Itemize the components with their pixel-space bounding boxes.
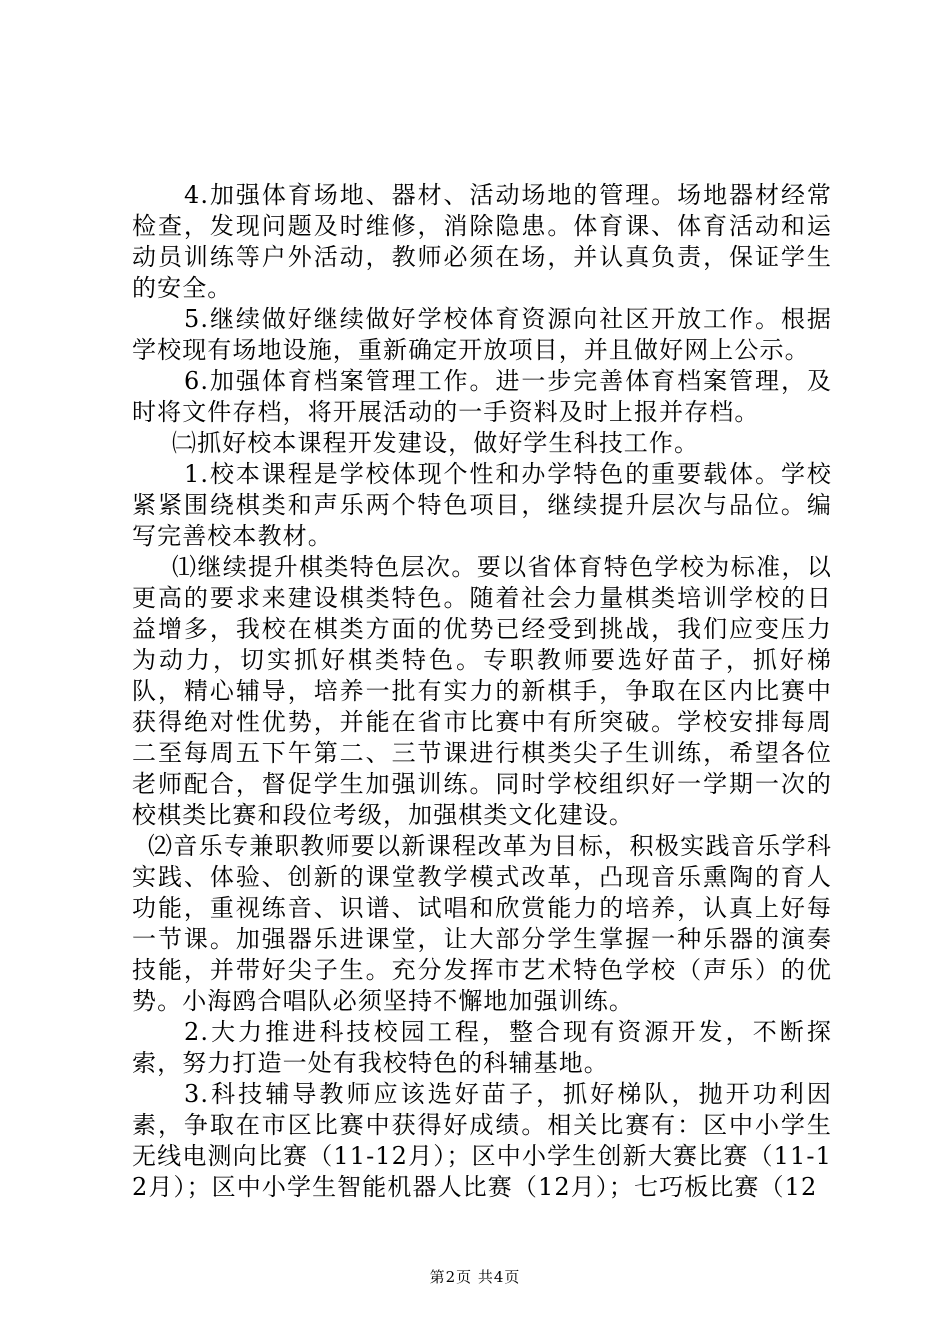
paragraph-item-6: 6.加强体育档案管理工作。进一步完善体育档案管理，及时将文件存档，将开展活动的一手资料及时上报并存档。 <box>132 367 832 426</box>
section-heading-2: ㈡抓好校本课程开发建设，做好学生科技工作。 <box>172 429 700 457</box>
paragraph-item-4: 4.加强体育场地、器材、活动场地的管理。场地器材经常检查，发现问题及时维修，消除隐患。体育课、体育活动和运动员训练等户外活动，教师必须在场，并认真负责，保证学生的安全。 <box>132 181 832 302</box>
paragraph-item-5: 5.继续做好继续做好学校体育资源向社区开放工作。根据学校现有场地设施，重新确定开放项目，并且做好网上公示。 <box>132 305 832 364</box>
paragraph-item-3: 3.科技辅导教师应该选好苗子，抓好梯队，抛开功利因素，争取在市区比赛中获得好成绩。相关比赛有：区中小学生无线电测向比赛（11-12月）；区中小学生创新大赛比赛（11-12月）；区中小学生智能机器人比赛（12月）；七巧板比赛（12 <box>132 1080 832 1201</box>
paragraph-subitem-1: ⑴继续提升棋类特色层次。要以省体育特色学校为标准，以更高的要求来建设棋类特色。随着社会力量棋类培训学校的日益增多，我校在棋类方面的优势已经受到挑战，我们应变压力为动力，切实抓好棋类特色。专职教师要选好苗子，抓好梯队，精心辅导，培养一批有实力的新棋手，争取在区内比赛中获得绝对性优势，并能在省市比赛中有所突破。学校安排每周二至每周五下午第二、三节课进行棋类尖子生训练，希望各位老师配合，督促学生加强训练。同时学校组织好一学期一次的校棋类比赛和段位考级，加强棋类文化建设。 <box>132 553 832 829</box>
paragraph-item-1: 1.校本课程是学校体现个性和办学特色的重要载体。学校紧紧围绕棋类和声乐两个特色项目，继续提升层次与品位。编写完善校本教材。 <box>132 460 832 550</box>
page-footer: 第2页 共4页 <box>429 1268 521 1286</box>
paragraph-item-2: 2.大力推进科技校园工程，整合现有资源开发，不断探索，努力打造一处有我校特色的科辅基地。 <box>132 1018 832 1077</box>
paragraph-subitem-2: ⑵音乐专兼职教师要以新课程改革为目标，积极实践音乐学科实践、体验、创新的课堂教学模式改革，凸现音乐熏陶的育人功能，重视练音、识谱、试唱和欣赏能力的培养，认真上好每一节课。加强器乐进课堂，让大部分学生掌握一种乐器的演奏技能，并带好尖子生。充分发挥市艺术特色学校（声乐）的优势。小海鸥合唱队必须坚持不懈地加强训练。 <box>132 832 832 1015</box>
document-body <box>132 180 832 1203</box>
